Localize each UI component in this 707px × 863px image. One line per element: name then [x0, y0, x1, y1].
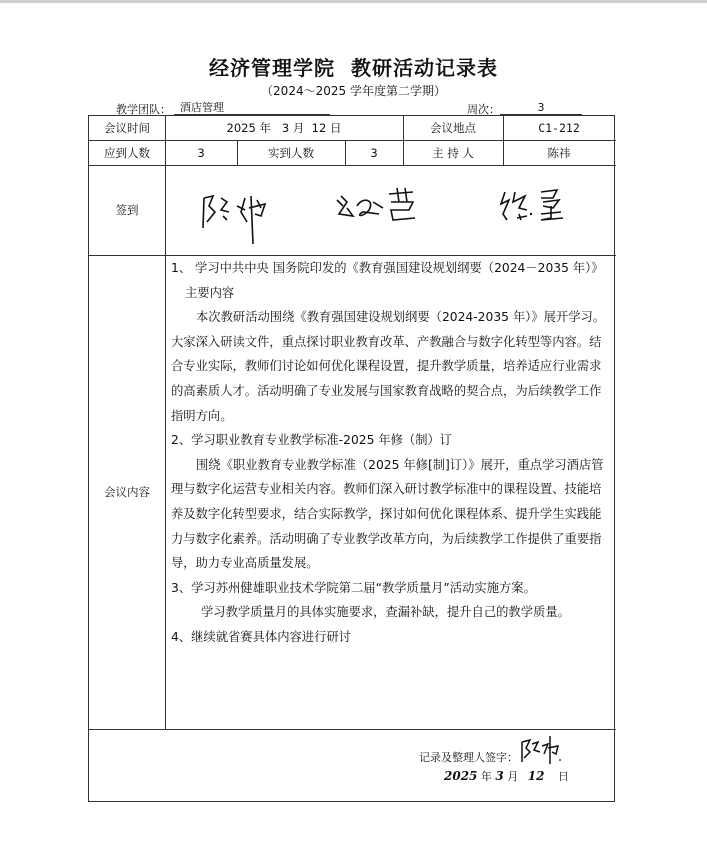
expected-count-value: 3 [197, 145, 205, 160]
team-value: 酒店管理 [174, 101, 330, 115]
content-item-1-body: 本次教研活动围绕《教育强国建设规划纲要（2024-2035 年）》展开学习。大家深入研读文件，重点探讨职业教育改革、产教融合与数字化转型等内容。结合专业实际，教师们讨论如何优化课程设置，提升教学质量，培养适应行业需求的高素质人才。活动明确了专业发展与国家教育战略的契合点，为后续教学工作指明方向。 [171, 310, 606, 423]
signature-2 [329, 186, 449, 240]
recorder-signature-label: 记录及整理人签字： [419, 751, 518, 764]
date-year-unit: 年 [480, 770, 492, 783]
meeting-time-value: 2025 年 3 月 12 日 [226, 121, 342, 135]
row-divider [89, 729, 616, 730]
signature-1 [199, 186, 289, 250]
top-edge-bar [0, 0, 707, 3]
date-day: 12 [527, 769, 545, 783]
expected-count-label: 应到人数 [104, 145, 150, 160]
handwritten-signature-icon [497, 186, 577, 236]
date-day-unit: 日 [557, 770, 569, 783]
content-item-2-title: 2、学习职业教育专业教学标准-2025 年修（制）订 [171, 433, 453, 448]
date-month: 3 [495, 769, 504, 783]
date-year: 2025 [444, 769, 478, 783]
row-divider [89, 165, 616, 166]
host-value: 陈祎 [547, 145, 571, 160]
location-label: 会议地点 [430, 121, 476, 135]
record-table [88, 115, 615, 802]
content-item-4-title: 4、继续就省赛具体内容进行研讨 [171, 629, 351, 644]
team-label: 教学团队： [116, 103, 171, 116]
recorder-signature [518, 734, 564, 772]
location-value: C1-212 [538, 121, 580, 135]
meeting-time-label: 会议时间 [104, 121, 150, 135]
meeting-content [171, 256, 607, 650]
signin-label: 签到 [115, 203, 139, 217]
content-item-2-body: 围绕《职业教育专业教学标准（2025 年修[制]订）》展开，重点学习酒店管理与数字化运营专业相关内容。教师们深入研讨教学标准中的课程设置、技能培养及数字化转型要求，结合实际教学，探讨如何优化课程体系、提升学生实践能力与数字化素养。活动明确了专业教学改革方向，为后续教学工作提供了重要指导，助力专业高质量发展。 [171, 457, 604, 571]
content-item-3-body: 学习教学质量月的具体实施要求，查漏补缺，提升自己的教学质量。 [201, 605, 570, 620]
handwritten-signature-icon [329, 186, 449, 236]
content-label: 会议内容 [104, 485, 150, 499]
actual-count-value: 3 [370, 145, 378, 160]
page-subtitle: （2024～2025 学年度第二学期） [261, 84, 446, 98]
col-divider [165, 116, 166, 729]
week-label: 周次： [467, 103, 500, 116]
page-title: 经济管理学院 教研活动记录表 [209, 56, 498, 80]
date-month-unit: 月 [507, 770, 519, 783]
handwritten-signature-icon [199, 186, 289, 246]
content-item-1-title: 1、 学习中共中央 国务院印发的《教育强国建设规划纲要（2024－2035 年）》主要内容 [171, 261, 604, 300]
record-date [444, 768, 569, 784]
actual-count-label: 实到人数 [268, 145, 314, 160]
week-value: 3 [500, 101, 582, 115]
handwritten-signature-icon [518, 734, 564, 768]
signature-3 [497, 186, 577, 240]
host-label: 主 持 人 [432, 145, 474, 160]
content-item-3-title: 3、学习苏州健雄职业技术学院第二届“教学质量月”活动实施方案。 [171, 580, 536, 595]
